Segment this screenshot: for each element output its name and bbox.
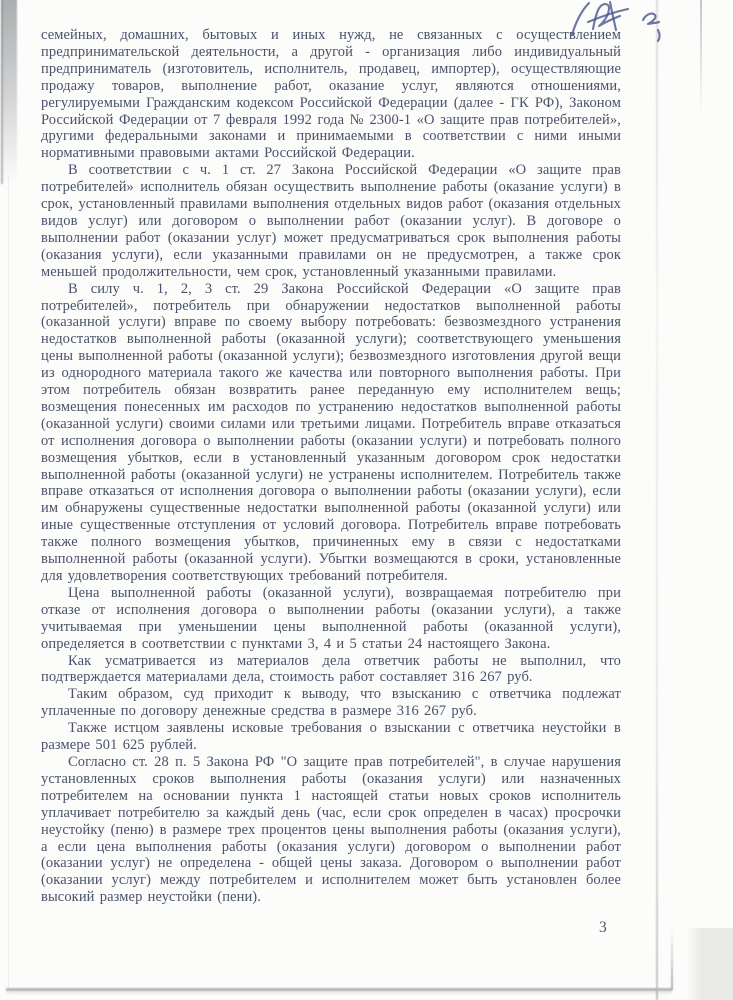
paragraph-1: семейных, домашних, бытовых и иных нужд, не связанных с осуществлением предпринимательской деятельности, а другой - организация либо индивидуальный предприниматель (изготовитель, исполнитель, продавец, импортер), осуществляющие продажу товаров, выполнение работ, оказание услуг, являются отношениями, регулируемыми Гражданским кодексом Российской Федерации (далее - ГК РФ), Законом Российской Федерации от 7 февраля 1992 года № 2300-1 «О защите прав потребителей», другими федеральными законами и принимаемыми в соответствии с ними иными нормативными правовыми актами Российской Федерации. xyxy=(41,27,621,162)
paragraph-4: Цена выполненной работы (оказанной услуги), возвращаемая потребителю при отказе от исполнения договора о выполнении работы (оказании услуги), а также учитываемая при уменьшении цены выполненной работы (оказанной услуги), определяется в соответствии с пунктами 3, 4 и 5 статьи 24 настоящего Закона. xyxy=(41,584,621,652)
bottom-right-page-edge xyxy=(671,927,673,990)
scanner-bed-corner xyxy=(686,928,733,1000)
paragraph-8: Согласно ст. 28 п. 5 Закона РФ "О защите прав потребителей", в случае нарушения установленных сроков выполнения работы (оказания услуги) или назначенных потребителем на основании пункта 1 настоящей статьи новых сроков исполнитель уплачивает потребителю за каждый день (час, если срок определен в часах) просрочки неустойку (пеню) в размере трех процентов цены выполнения работы (оказания услуги), а если цена выполнения работы (оказания услуги) договором о выполнении работ (оказании услуг) не определена - общей цены заказа. Договором о выполнении работ (оказании услуг) между потребителем и исполнителем может быть установлен более высокий размер неустойки (пени). xyxy=(41,753,621,906)
binding-shadow xyxy=(1,0,17,184)
paragraph-5: Как усматривается из материалов дела ответчик работы не выполнил, что подтверждается материалами дела, стоимость работ составляет 316 267 руб. xyxy=(41,652,621,686)
page-number: 3 xyxy=(599,919,607,936)
document-body xyxy=(41,27,621,906)
paragraph-2: В соответствии с ч. 1 ст. 27 Закона Российской Федерации «О защите прав потребителей» исполнитель обязан осуществить выполнение работы (оказание услуги) в срок, установленный правилами выполнения отдельных видов работ (оказания отдельных видов услуг) или договором о выполнении работ (оказании услуг). В договоре о выполнении работ (оказании услуг) может предусматриваться срок выполнения работы (оказания услуги), если указанными правилами он не предусмотрен, а также срок меньшей продолжительности, чем срок, установленный указанными правилами. xyxy=(41,162,621,280)
bottom-page-edge xyxy=(6,988,672,991)
top-right-crease xyxy=(700,0,702,115)
underlying-page-edge xyxy=(656,0,658,1000)
paragraph-3: В силу ч. 1, 2, 3 ст. 29 Закона Российской Федерации «О защите прав потребителей», потребитель при обнаружении недостатков выполненной работы (оказанной услуги) вправе по своему выбору потребовать: безвозмездного устранения недостатков выполненной работы (оказанной услуги); соответствующего уменьшения цены выполненной работы (оказанной услуги); безвозмездного изготовления другой вещи из однородного материала такого же качества или повторного выполнения работы. При этом потребитель обязан возвратить ранее переданную ему исполнителем вещь; возмещения понесенных им расходов по устранению недостатков выполненной работы (оказанной услуги) своими силами или третьими лицами. Потребитель вправе отказаться от исполнения договора о выполнении работы (оказании услуги) и потребовать полного возмещения убытков, если в установленный указанным договором срок недостатки выполненной работы (оказанной услуги) не устранены исполнителем. Потребитель также вправе отказаться от исполнения договора о выполнении работы (оказании услуги), если им обнаружены существенные недостатки выполненной работы (оказанной услуги) или иные существенные отступления от условий договора. Потребитель вправе потребовать также полного возмещения убытков, причиненных ему в связи с недостатками выполненной работы (оказанной услуги). Убытки возмещаются в сроки, установленные для удовлетворения соответствующих требований потребителя. xyxy=(41,280,621,584)
paragraph-7: Также истцом заявлены исковые требования о взыскании с ответчика неустойки в размере 501 625 рублей. xyxy=(41,720,621,754)
paragraph-6: Таким образом, суд приходит к выводу, что взысканию с ответчика подлежат уплаченные по договору денежные средства в размере 316 267 руб. xyxy=(41,686,621,720)
left-page-edge xyxy=(8,175,9,990)
